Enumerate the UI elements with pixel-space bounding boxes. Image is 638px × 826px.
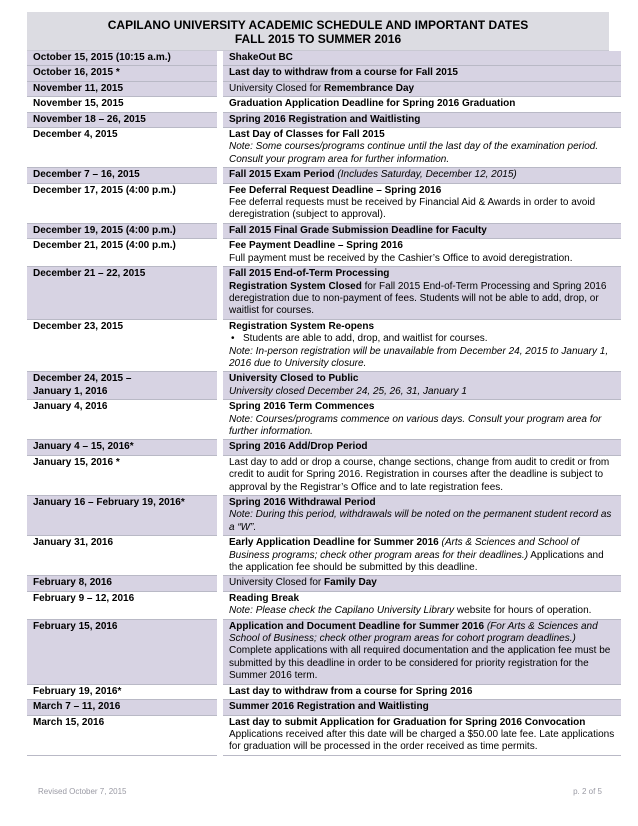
event-title: Early Application Deadline for Summer 2016: [229, 537, 439, 549]
page-footer: [38, 787, 602, 796]
schedule-page: [27, 12, 615, 756]
event-body: Last day to add or drop a course, change sections, change from audit to credit or from credit to audit for Spring 2016. Registration in courses after the deadline is subject to approval by the Registrar’s Office and to late registration fees.: [229, 456, 610, 493]
event-prefix: University Closed for: [229, 577, 325, 589]
event-note: Please check the Capilano University Library: [255, 605, 455, 617]
row-event: [220, 183, 621, 223]
schedule-table: [27, 51, 621, 756]
row-date: November 18 – 26, 2015: [27, 112, 220, 127]
header-title: CAPILANO UNIVERSITY ACADEMIC SCHEDULE AND IMPORTANT DATES: [107, 18, 529, 32]
row-event: [220, 267, 621, 320]
table-row: [27, 319, 621, 372]
row-event: [220, 536, 621, 576]
event-prefix: University Closed for: [229, 82, 325, 94]
table-row: [27, 97, 621, 112]
table-row: [27, 440, 621, 455]
event-note: Note: In-person registration will be unavailable from December 24, 2015 to January 1, 2016 due to University closure.: [229, 345, 609, 369]
event-title: Remembrance Day: [324, 82, 415, 94]
event-title: Spring 2016 Term Commences: [229, 401, 375, 413]
revision-date: Revised October 7, 2015: [38, 787, 127, 796]
row-event: [220, 576, 621, 591]
event-body: Applications received after this date will be charged a $50.00 late fee. Late applications for graduation will be processed in the order received as time permits.: [229, 728, 615, 753]
row-event: [220, 319, 621, 372]
row-event: [220, 715, 621, 755]
event-note: Note: Courses/programs commence on various days. Consult your program area for further information.: [229, 413, 602, 437]
table-row: [27, 112, 621, 127]
event-title: Family Day: [324, 577, 377, 589]
event-note: Note: During this period, withdrawals will be noted on the permanent student record as a “W”.: [229, 509, 612, 533]
row-date: November 11, 2015: [27, 81, 220, 96]
page-number: p. 2 of 5: [573, 787, 602, 796]
row-event: [220, 128, 621, 168]
event-title: ShakeOut BC: [229, 52, 293, 63]
event-note: University closed December 24, 25, 26, 31, January 1: [229, 385, 467, 397]
row-date: December 7 – 16, 2015: [27, 168, 220, 183]
table-row: [27, 619, 621, 684]
row-date: February 9 – 12, 2016: [27, 591, 220, 619]
row-event: [220, 66, 621, 81]
row-event: [220, 400, 621, 440]
event-title: Fee Payment Deadline – Spring 2016: [229, 240, 403, 252]
table-row: [27, 81, 621, 96]
table-row: [27, 372, 621, 400]
row-event: [220, 81, 621, 96]
event-title-note: (For Arts & Sciences and School of Business; check other program areas for cohort program deadlines.): [229, 620, 598, 645]
row-date: December 19, 2015 (4:00 p.m.): [27, 223, 220, 238]
table-row: [27, 700, 621, 715]
table-row: [27, 267, 621, 320]
event-note: Note: Some courses/programs continue until the last day of the examination period. Consult your program area for further information.: [229, 141, 599, 165]
event-title: Graduation Application Deadline for Spring 2016 Graduation: [229, 98, 516, 110]
table-row: [27, 239, 621, 267]
event-body: [229, 281, 617, 318]
row-event: [220, 440, 621, 455]
row-event: [220, 700, 621, 715]
row-event: [220, 591, 621, 619]
row-event: [220, 97, 621, 112]
row-event: [220, 619, 621, 684]
table-row: [27, 496, 621, 536]
table-row: [27, 223, 621, 238]
event-title: Summer 2016 Registration and Waitlisting: [229, 701, 429, 713]
event-title: Fee Deferral Request Deadline – Spring 2016: [229, 184, 442, 196]
row-date: October 16, 2015 *: [27, 66, 220, 81]
event-subtitle: Registration System Closed: [229, 280, 362, 292]
row-event: [220, 239, 621, 267]
row-date: February 15, 2016: [27, 619, 220, 684]
event-title-note: (Arts & Sciences and School of Business programs; check other program areas for their deadlines.): [229, 537, 580, 561]
event-body: Applications and the application fee should be submitted by this deadline.: [229, 549, 604, 574]
event-title: Last day to withdraw from a course for Spring 2016: [229, 685, 473, 697]
header-subtitle: FALL 2015 TO SUMMER 2016: [234, 32, 402, 46]
event-title: Spring 2016 Add/Drop Period: [229, 441, 368, 453]
table-row: [27, 576, 621, 591]
event-title: Fall 2015 Exam Period: [229, 169, 335, 181]
event-title: Application and Document Deadline for Summer 2016: [229, 620, 485, 632]
row-date: December 23, 2015: [27, 319, 220, 372]
row-date: January 31, 2016: [27, 536, 220, 576]
event-title: Last day to withdraw from a course for Fall 2015: [229, 67, 458, 79]
event-subbody: for Fall 2015 End-of-Term Processing and Spring 2016 deregistration due to non-payment of fees. Students will not be able to add, drop, or waitlist for courses.: [229, 280, 607, 317]
row-date: February 8, 2016: [27, 576, 220, 591]
row-date: January 15, 2016 *: [27, 455, 220, 495]
row-date: November 15, 2015: [27, 97, 220, 112]
event-title: Reading Break: [229, 592, 300, 604]
row-event: [220, 496, 621, 536]
row-event: [220, 112, 621, 127]
event-title: Spring 2016 Registration and Waitlisting: [229, 113, 421, 125]
table-row: [27, 51, 621, 66]
row-date: December 17, 2015 (4:00 p.m.): [27, 183, 220, 223]
event-title: Registration System Re-opens: [229, 320, 375, 332]
event-bullet: • Students are able to add, drop, and waitlist for courses.: [229, 333, 617, 345]
table-row: [27, 400, 621, 440]
table-row: [27, 715, 621, 755]
row-date: December 21, 2015 (4:00 p.m.): [27, 239, 220, 267]
row-event: [220, 51, 621, 66]
table-row: [27, 591, 621, 619]
event-title: Fall 2015 Final Grade Submission Deadline for Faculty: [229, 224, 487, 236]
table-row: [27, 536, 621, 576]
row-date: January 4 – 15, 2016*: [27, 440, 220, 455]
row-event: [220, 684, 621, 699]
row-date: February 19, 2016*: [27, 684, 220, 699]
row-date: March 15, 2016: [27, 715, 220, 755]
row-event: [220, 168, 621, 183]
row-event: [220, 372, 621, 400]
row-date: March 7 – 11, 2016: [27, 700, 220, 715]
table-row: [27, 168, 621, 183]
event-body: Fee deferral requests must be received by Financial Aid & Awards in order to avoid deregistration (subject to approval).: [229, 197, 596, 221]
table-row: [27, 455, 621, 495]
event-note-lead: Note:: [229, 605, 253, 617]
row-date-start: December 24, 2015 –: [33, 373, 132, 385]
event-title: Last Day of Classes for Fall 2015: [229, 129, 385, 141]
event-title-note: (Includes Saturday, December 12, 2015): [337, 169, 517, 181]
row-date: October 15, 2015 (10:15 a.m.): [27, 51, 220, 66]
row-event: [220, 223, 621, 238]
row-date-end: January 1, 2016: [33, 385, 108, 397]
table-row: [27, 66, 621, 81]
event-body: Complete applications with all required documentation and the application fee must be submitted by this deadline in order to be considered for priority registration for the Summer 2016 term.: [229, 645, 611, 682]
event-title: Fall 2015 End-of-Term Processing: [229, 268, 390, 280]
schedule-header: [27, 12, 609, 51]
event-title: University Closed to Public: [229, 373, 359, 385]
table-row: [27, 183, 621, 223]
table-row: [27, 684, 621, 699]
row-date: January 4, 2016: [27, 400, 220, 440]
table-row: [27, 128, 621, 168]
row-date: December 21 – 22, 2015: [27, 267, 220, 320]
event-body: Full payment must be received by the Cashier’s Office to avoid deregistration.: [229, 252, 573, 264]
row-date: [27, 372, 220, 400]
event-title: Last day to submit Application for Graduation for Spring 2016 Convocation: [229, 716, 586, 728]
event-title: Spring 2016 Withdrawal Period: [229, 497, 376, 508]
row-event: [220, 455, 621, 495]
row-date: January 16 – February 19, 2016*: [27, 496, 220, 536]
event-note-tail: website for hours of operation.: [456, 605, 592, 617]
row-date: December 4, 2015: [27, 128, 220, 168]
